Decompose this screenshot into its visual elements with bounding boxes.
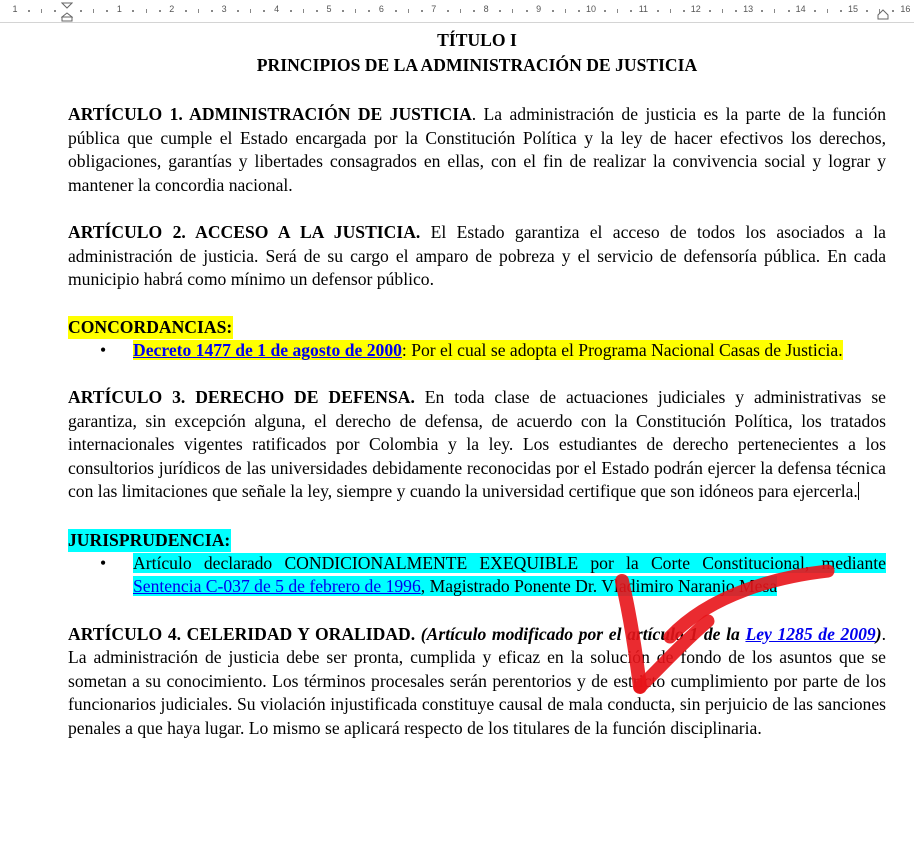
ruler-number: 4: [274, 4, 280, 14]
article-2[interactable]: [68, 221, 886, 292]
ruler-tick: [355, 9, 356, 13]
ruler-tick: [211, 10, 213, 12]
article-3-heading: ARTÍCULO 3. DERECHO DE DEFENSA.: [68, 387, 415, 407]
first-line-indent-marker-icon[interactable]: [61, 2, 73, 22]
ruler-tick: [512, 9, 513, 13]
concordancias-section: [68, 316, 886, 363]
ruler-tick: [552, 10, 554, 12]
ruler-tick: [578, 10, 580, 12]
ruler-number: 8: [483, 4, 489, 14]
ruler-tick: [892, 10, 894, 12]
ruler-number: 12: [690, 4, 701, 14]
ruler-tick: [617, 9, 618, 13]
ruler-number: 10: [585, 4, 597, 14]
ruler-tick: [41, 9, 42, 13]
jurisprudencia-text-after: , Magistrado Ponente Dr. Vladimiro Naranjo Mesa: [420, 576, 778, 596]
horizontal-ruler[interactable]: [0, 0, 914, 23]
sentencia-c037-link[interactable]: Sentencia C-037 de 5 de febrero de 1996: [133, 576, 421, 596]
ruler-tick: [290, 10, 292, 12]
ruler-tick: [185, 10, 187, 12]
ruler-tick: [250, 9, 251, 13]
jurisprudencia-label: JURISPRUDENCIA:: [68, 529, 231, 550]
ruler-tick: [722, 9, 723, 13]
ruler-number: 1: [12, 4, 18, 14]
ruler-tick: [159, 10, 161, 12]
ruler-tick: [132, 10, 134, 12]
ruler-tick: [683, 10, 685, 12]
ruler-tick: [604, 10, 606, 12]
ruler-tick: [54, 10, 56, 12]
right-indent-marker-icon[interactable]: [877, 8, 889, 20]
article-1-heading: ARTÍCULO 1. ADMINISTRACIÓN DE JUSTICIA: [68, 104, 472, 124]
ruler-number: 6: [378, 4, 384, 14]
article-2-heading: ARTÍCULO 2. ACCESO A LA JUSTICIA.: [68, 222, 421, 242]
article-1-body: . La administración de justicia es la parte de la función pública que cumple el Estado encargada por la Constitución Política y la ley de hacer efectivos los derechos, obligaciones, garantías y libertades consagrados en ellas, con el fin de realizar la convivencia social y lograr y mantener la concordia nacional.: [68, 104, 886, 195]
ruler-tick: [342, 10, 344, 12]
article-4-body: . La administración de justicia debe ser pronta, cumplida y eficaz en la solución de fondo de los asuntos que se sometan a su conocimiento. Los términos procesales serán perentorios y de estricto cumplimiento por parte de los funcionarios judiciales. Su violación injustificada constituye causal de mala conducta, sin perjuicio de las sanciones penales a que haya lugar. Lo mismo se aplicará respecto de los titulares de la función disciplinaria.: [68, 623, 886, 738]
ruler-tick: [709, 10, 711, 12]
title-line-1: TÍTULO I: [437, 30, 517, 50]
article-4-note-before: (Artículo modificado por el artículo 1 de la: [415, 623, 746, 644]
bullet-icon: •: [100, 339, 107, 360]
ruler-tick: [408, 9, 409, 13]
ruler-tick: [460, 9, 461, 13]
ruler-tick: [263, 10, 265, 12]
article-1[interactable]: [68, 103, 886, 197]
ruler-tick: [840, 10, 842, 12]
ruler-tick: [198, 9, 199, 13]
ruler-number: 14: [795, 4, 806, 14]
ruler-tick: [866, 10, 868, 12]
ruler-tick: [735, 10, 737, 12]
ruler-number: 5: [326, 4, 332, 14]
ruler-tick: [526, 10, 528, 12]
article-4-heading: ARTÍCULO 4. CELERIDAD Y ORALIDAD.: [68, 623, 416, 644]
ruler-number: 1: [116, 4, 122, 14]
decreto-1477-link[interactable]: Decreto 1477 de 1 de agosto de 2000: [133, 339, 402, 360]
article-3-body: En toda clase de actuaciones judiciales y administrativas se garantiza, sin excepción alguna, el derecho de defensa, de acuerdo con la Constitución Política, los tratados internacionales vigentes ratificados por Colombia y la ley. Los estudiantes de derecho pertenecientes a los consultorios jurídicos de las universidades debidamente reconocidas por el Estado podrán ejercer la defensa técnica con las limitaciones que señale la ley, siempre y cuando la universidad certifique que son idóneos para ejercerla.: [68, 387, 886, 501]
text-cursor: [858, 482, 859, 500]
bullet-icon: •: [100, 552, 107, 573]
ruler-tick: [93, 9, 94, 13]
ruler-number: 3: [221, 4, 227, 14]
ruler-tick: [80, 10, 82, 12]
red-arrow-annotation-icon: [600, 555, 840, 705]
article-2-body: El Estado garantiza el acceso de todos los asociados a la administración de justicia. Será de su cargo el amparo de pobreza y el servicio de defensoría pública. En cada municipio habrá como mínimo un defensor público.: [68, 222, 886, 289]
ruler-tick: [630, 10, 632, 12]
ruler-tick: [774, 9, 775, 13]
ruler-number: 15: [847, 4, 859, 14]
ruler-number: 11: [638, 4, 649, 14]
ruler-tick: [28, 10, 30, 12]
ruler-tick: [106, 10, 108, 12]
ruler-tick: [303, 9, 304, 13]
ruler-tick: [499, 10, 501, 12]
concordancias-item[interactable]: [68, 339, 886, 363]
ruler-tick: [447, 10, 449, 12]
title-line-2: PRINCIPIOS DE LA ADMINISTRACIÓN DE JUSTICIA: [256, 55, 698, 75]
ruler-tick: [827, 9, 828, 13]
ruler-tick: [146, 9, 147, 13]
ruler-tick: [473, 10, 475, 12]
ruler-tick: [421, 10, 423, 12]
ruler-tick: [565, 9, 566, 13]
ruler-tick: [761, 10, 763, 12]
ruler-number: 7: [431, 4, 437, 14]
article-4-note-after: ): [875, 623, 882, 644]
concordancias-text: : Por el cual se adopta el Programa Nacional Casas de Justicia.: [401, 339, 843, 360]
ruler-track: [0, 0, 914, 22]
ruler-tick: [368, 10, 370, 12]
ruler-number: 16: [900, 4, 911, 14]
ruler-tick: [788, 10, 790, 12]
ruler-number: 9: [536, 4, 542, 14]
jurisprudencia-text-before: Artículo declarado CONDICIONALMENTE EXEQUIBLE por la Corte Constitucional, mediante: [133, 552, 886, 573]
concordancias-label: CONCORDANCIAS:: [68, 316, 233, 337]
ruler-number: 2: [169, 4, 175, 14]
ley-1285-link[interactable]: Ley 1285 de 2009: [745, 623, 876, 644]
ruler-tick: [814, 10, 816, 12]
ruler-tick: [395, 10, 397, 12]
ruler-tick: [670, 9, 671, 13]
ruler-tick: [657, 10, 659, 12]
ruler-tick: [316, 10, 318, 12]
ruler-number: 13: [743, 4, 754, 14]
article-3[interactable]: [68, 386, 886, 504]
ruler-tick: [237, 10, 239, 12]
